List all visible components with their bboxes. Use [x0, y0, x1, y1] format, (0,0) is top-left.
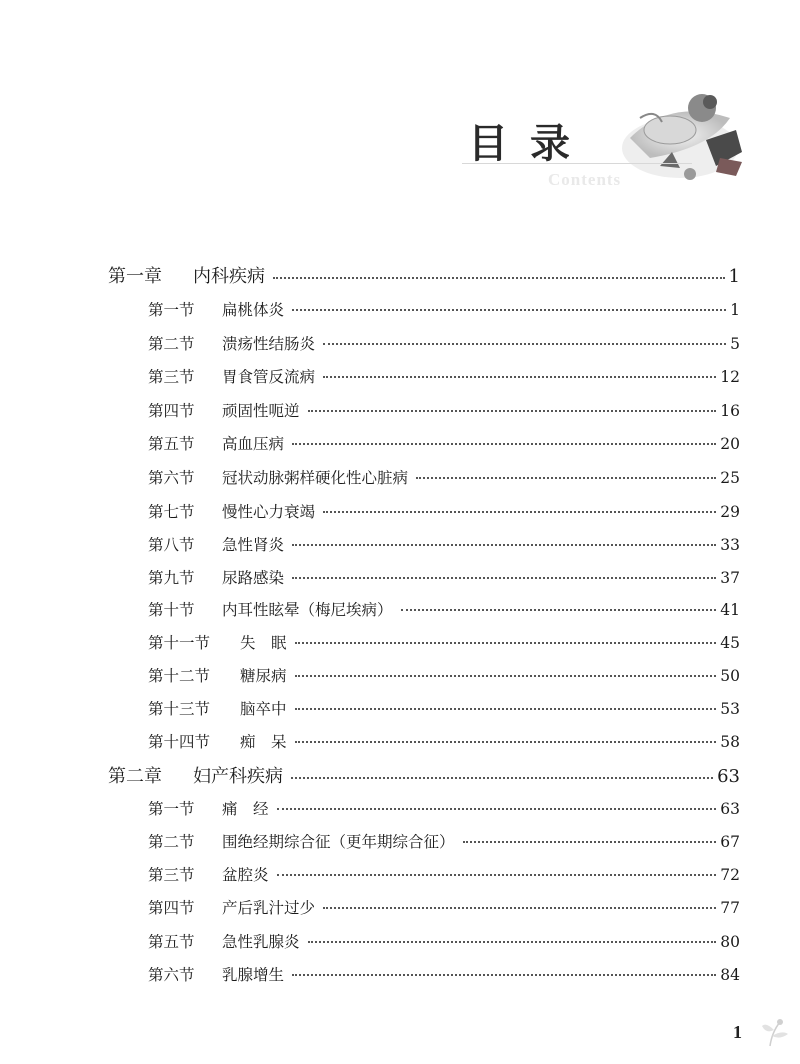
toc-entry-page: 16 — [720, 401, 740, 420]
toc-entry-page: 45 — [720, 633, 740, 652]
toc-section-row[interactable] — [148, 663, 740, 686]
toc-entry-title: 盆腔炎 — [222, 865, 269, 884]
page-header — [0, 0, 800, 230]
toc-section-row[interactable] — [148, 297, 740, 320]
page-number: 1 — [733, 1022, 742, 1042]
toc-entry-label: 第三节 — [148, 865, 195, 884]
toc-entry-title: 溃疡性结肠炎 — [222, 334, 316, 353]
toc-section-row[interactable] — [148, 630, 740, 653]
toc-section-row[interactable] — [148, 696, 740, 719]
toc-entry-page: 63 — [720, 799, 740, 818]
toc-entry-page: 63 — [717, 766, 740, 787]
toc-entry-label: 第二节 — [148, 832, 195, 851]
toc-entry-label: 第五节 — [148, 932, 195, 951]
dot-leader — [416, 462, 716, 480]
dot-leader — [323, 361, 716, 379]
dot-leader — [323, 496, 716, 514]
toc-entry-label: 第一章 — [108, 266, 162, 287]
toc-entry-page: 29 — [720, 502, 740, 521]
toc-section-row[interactable] — [148, 499, 740, 522]
toc-entry-title: 妇产科疾病 — [193, 766, 283, 787]
toc-entry-title: 内耳性眩晕（梅尼埃病） — [222, 600, 393, 619]
toc-entry-title: 冠状动脉粥样硬化性心脏病 — [222, 468, 409, 487]
toc-section-row[interactable] — [148, 796, 740, 819]
toc-entry-label: 第二章 — [108, 766, 162, 787]
toc-entry-page: 80 — [720, 932, 740, 951]
toc-section-row[interactable] — [148, 565, 740, 588]
toc-entry-page: 50 — [720, 666, 740, 685]
toc-section-row[interactable] — [148, 829, 740, 852]
toc-entry-label: 第一节 — [148, 300, 195, 319]
toc-entry-title: 产后乳汁过少 — [222, 898, 316, 917]
toc-entry-page: 84 — [720, 965, 740, 984]
toc-entry-title: 高血压病 — [222, 434, 285, 453]
dot-leader — [292, 294, 726, 312]
toc-entry-page: 41 — [720, 600, 740, 619]
toc-entry-title: 顽固性呃逆 — [222, 401, 300, 420]
dot-leader — [292, 529, 716, 547]
dot-leader — [295, 693, 717, 711]
toc-entry-page: 33 — [720, 535, 740, 554]
toc-section-row[interactable] — [148, 729, 740, 752]
toc-entry-label: 第二节 — [148, 334, 195, 353]
toc-entry-page: 5 — [730, 334, 740, 353]
toc-entry-label: 第四节 — [148, 401, 195, 420]
toc-chapter-row[interactable] — [108, 762, 740, 788]
toc-entry-label: 第一节 — [148, 799, 195, 818]
toc-entry-label: 第十二节 — [148, 666, 211, 685]
dot-leader — [292, 428, 716, 446]
dot-leader — [277, 859, 717, 877]
toc-entry-title: 急性肾炎 — [222, 535, 285, 554]
toc-section-row[interactable] — [148, 862, 740, 885]
toc-entry-title: 糖尿病 — [240, 666, 287, 685]
dot-leader — [295, 627, 717, 645]
toc-entry-label: 第十一节 — [148, 633, 211, 652]
toc-entry-label: 第八节 — [148, 535, 195, 554]
toc-entry-page: 20 — [720, 434, 740, 453]
toc-entry-title: 急性乳腺炎 — [222, 932, 300, 951]
page-title: 目录 — [468, 121, 592, 167]
toc-entry-label: 第十三节 — [148, 699, 211, 718]
toc-entry-title: 痛 经 — [222, 799, 269, 818]
toc-entry-title: 尿路感染 — [222, 568, 285, 587]
toc-section-row[interactable] — [148, 398, 740, 421]
toc-entry-label: 第十四节 — [148, 732, 211, 751]
dot-leader — [295, 660, 717, 678]
toc-entry-page: 1 — [730, 300, 740, 319]
flower-sprig-icon — [752, 1016, 792, 1052]
dot-leader — [463, 826, 717, 844]
dot-leader — [273, 259, 725, 279]
toc-entry-title: 脑卒中 — [240, 699, 287, 718]
toc-section-row[interactable] — [148, 364, 740, 387]
dot-leader — [277, 793, 717, 811]
toc-entry-page: 53 — [720, 699, 740, 718]
toc-entry-page: 37 — [720, 568, 740, 587]
toc-entry-label: 第六节 — [148, 965, 195, 984]
toc-entry-page: 77 — [720, 898, 740, 917]
toc-entry-label: 第九节 — [148, 568, 195, 587]
dot-leader — [323, 328, 726, 346]
dot-leader — [308, 395, 717, 413]
page-subtitle: Contents — [548, 170, 622, 189]
toc-section-row[interactable] — [148, 962, 740, 985]
toc-entry-label: 第四节 — [148, 898, 195, 917]
dot-leader — [308, 926, 717, 944]
toc-entry-title: 失 眠 — [240, 633, 287, 652]
herbal-medicine-illustration — [610, 78, 760, 198]
toc-entry-page: 58 — [720, 732, 740, 751]
toc-entry-label: 第三节 — [148, 367, 195, 386]
toc-entry-label: 第六节 — [148, 468, 195, 487]
toc-entry-label: 第五节 — [148, 434, 195, 453]
dot-leader — [291, 759, 713, 779]
toc-section-row[interactable] — [148, 929, 740, 952]
toc-entry-page: 1 — [728, 266, 740, 287]
dot-leader — [292, 959, 716, 977]
toc-section-row[interactable] — [148, 331, 740, 354]
toc-entry-title: 慢性心力衰竭 — [222, 502, 316, 521]
toc-section-row[interactable] — [148, 532, 740, 555]
toc-entry-title: 痴 呆 — [240, 732, 287, 751]
toc-entry-title: 胃食管反流病 — [222, 367, 316, 386]
toc-entry-page: 12 — [720, 367, 740, 386]
toc-entry-title: 围绝经期综合征（更年期综合征） — [222, 832, 455, 851]
toc-section-row[interactable] — [148, 465, 740, 488]
dot-leader — [323, 892, 716, 910]
dot-leader — [295, 726, 717, 744]
toc-entry-title: 内科疾病 — [193, 266, 265, 287]
toc-entry-title: 扁桃体炎 — [222, 300, 285, 319]
toc-section-row[interactable] — [148, 431, 740, 454]
toc-section-row[interactable] — [148, 895, 740, 918]
toc-entry-label: 第十节 — [148, 600, 195, 619]
toc-entry-page: 72 — [720, 865, 740, 884]
dot-leader — [292, 562, 716, 580]
dot-leader — [401, 594, 717, 612]
toc-section-row[interactable] — [148, 597, 740, 620]
toc-chapter-row[interactable] — [108, 262, 740, 288]
toc-entry-label: 第七节 — [148, 502, 195, 521]
toc-entry-page: 25 — [720, 468, 740, 487]
toc-entry-title: 乳腺增生 — [222, 965, 285, 984]
toc-entry-page: 67 — [720, 832, 740, 851]
